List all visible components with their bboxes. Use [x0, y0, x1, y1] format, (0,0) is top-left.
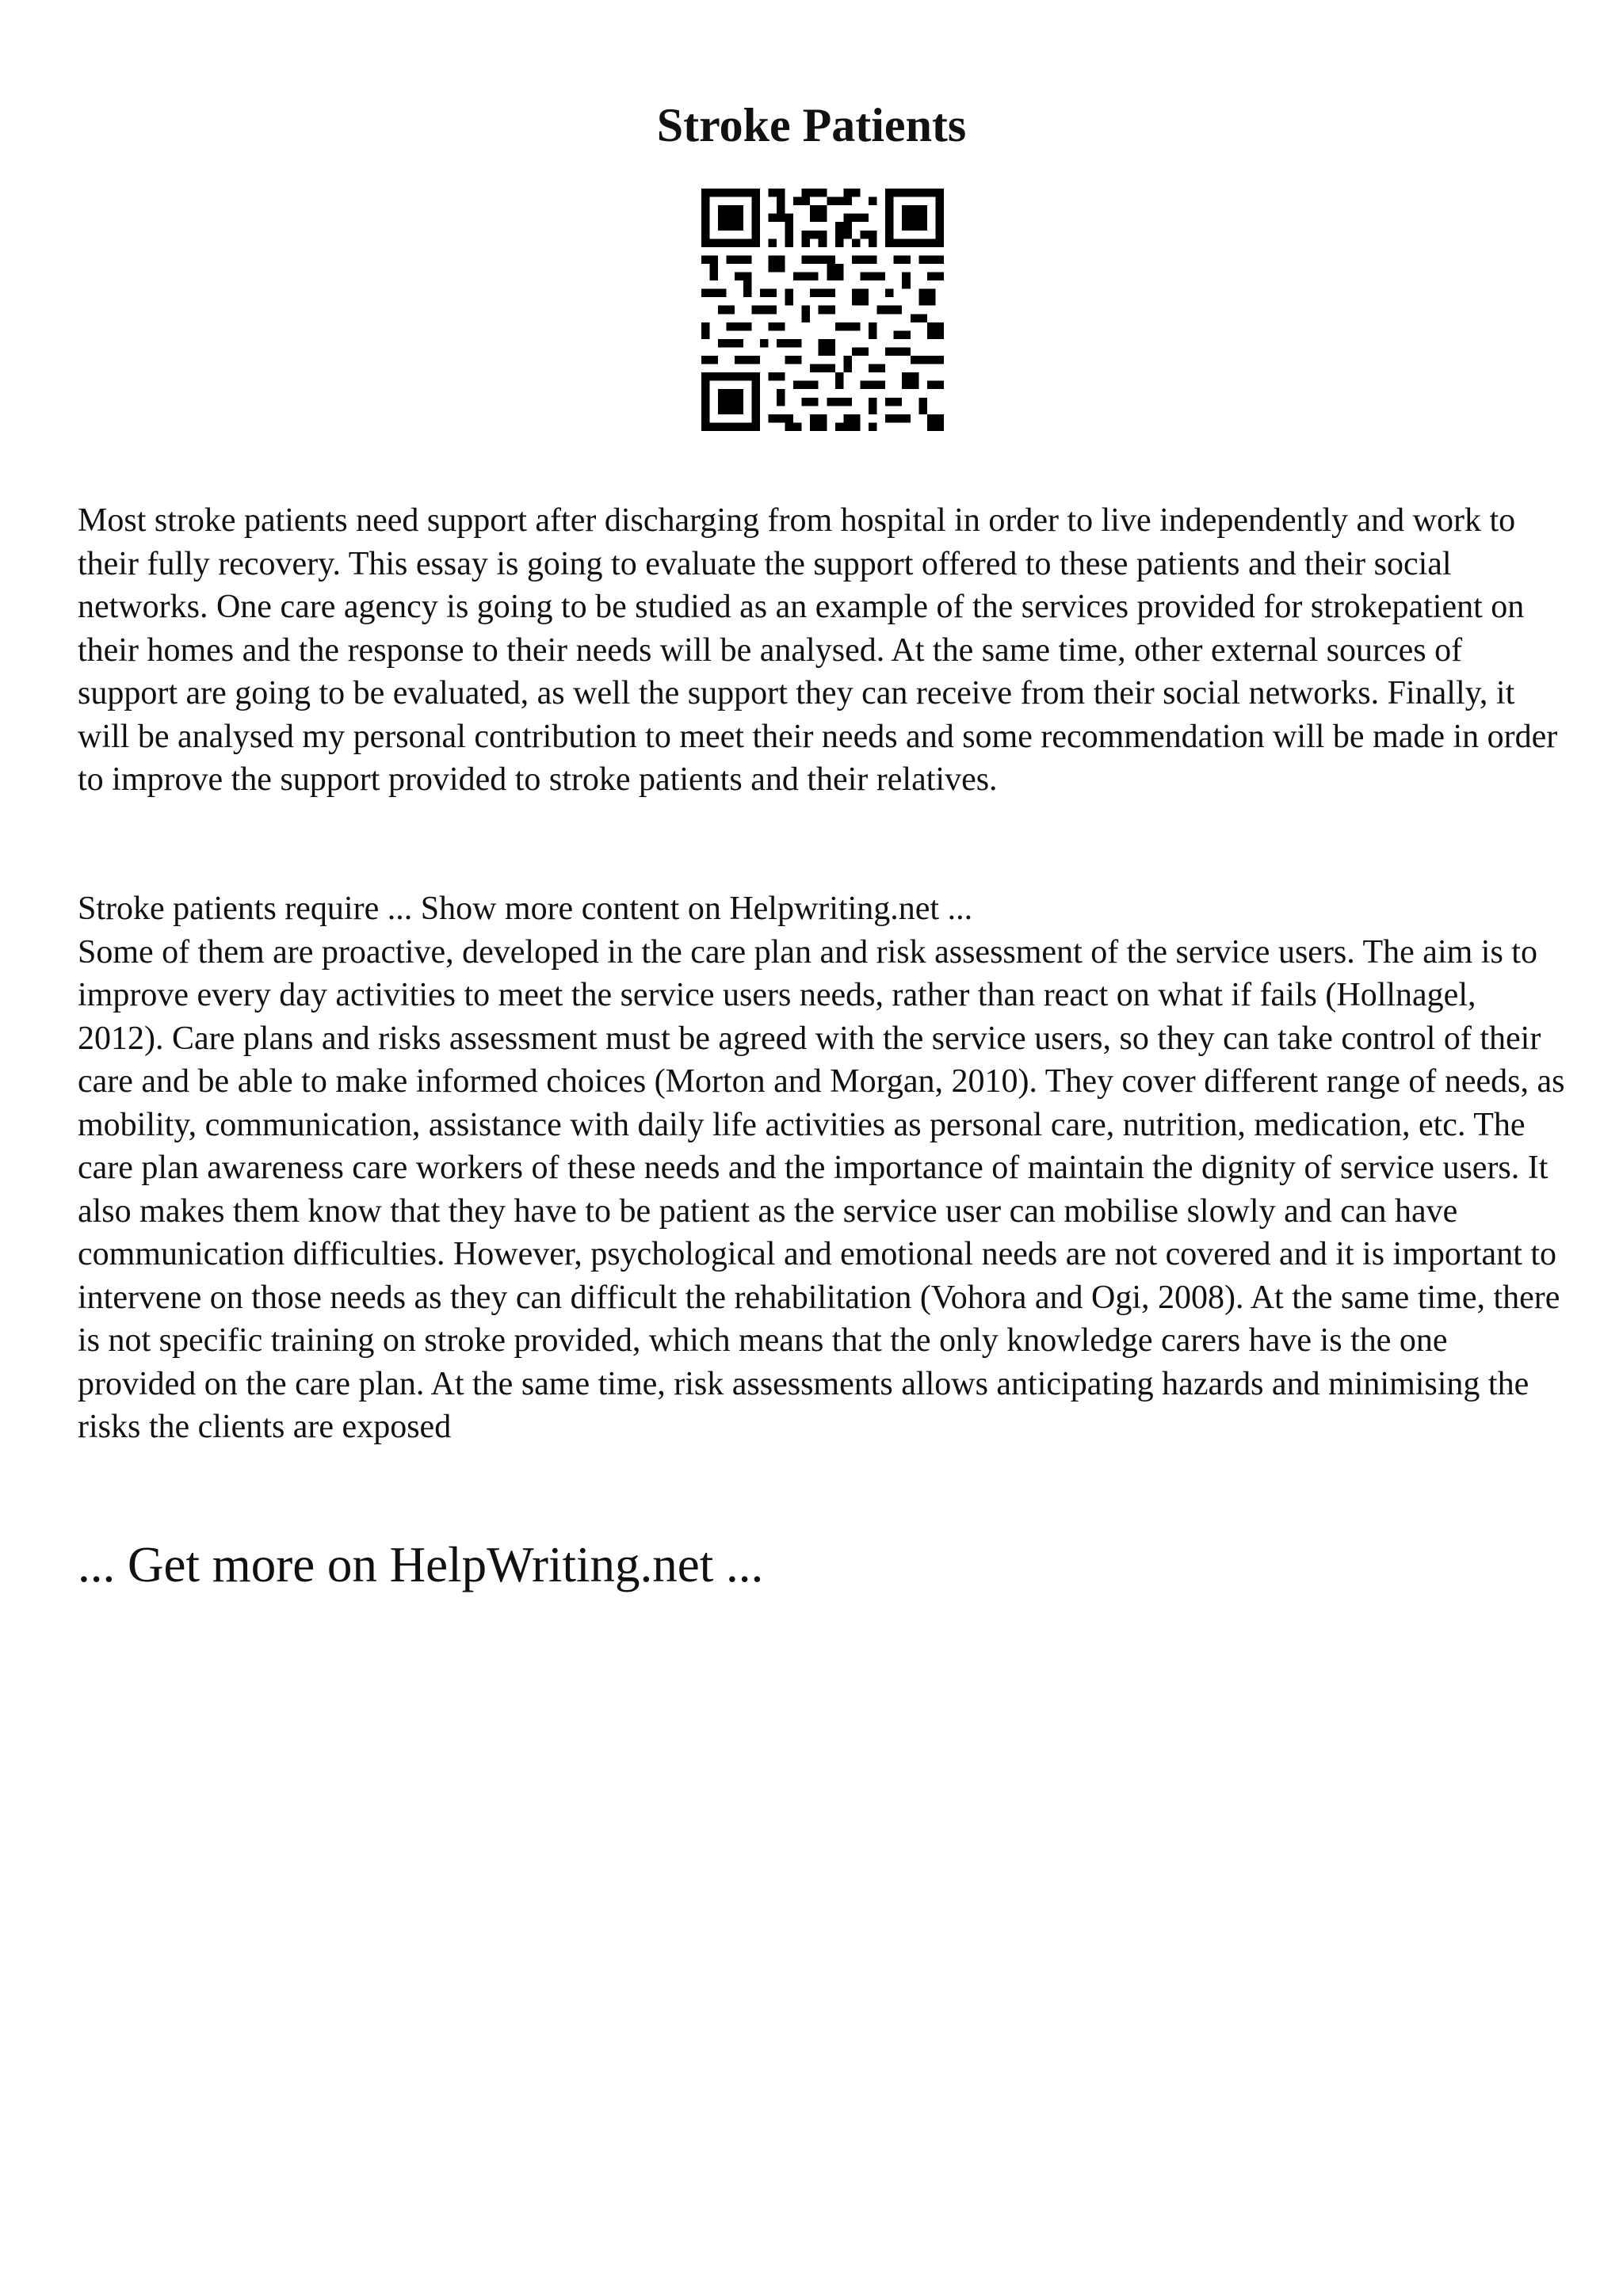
intro-paragraph: Most stroke patients need support after discharging from hospital in order to live independently and work to their fully recovery. This essay is going to evaluate the support offered to these patients and their social networks. One care agency is going to be studied as an example of the services provided for strokepatient on their homes and the response to their needs will be analysed. At the same time, other external sources of support are going to be evaluated, as well the support they can receive from their social networks. Finally, it will be analysed my personal contribution to meet their needs and some recommendation will be made in order to improve the support provided to stroke patients and their relatives. — [78, 502, 1558, 798]
body-section — [78, 887, 1568, 1449]
body-paragraph: Some of them are proactive, developed in the care plan and risk assessment of the service users. The aim is to improve every day activities to meet the service users needs, rather than react on what if fails (Hollnagel, 2012). Care plans and risks assessment must be agreed with the service users, so they can take control of their care and be able to make informed choices (Morton and Morgan, 2010). They cover different range of needs, as mobility, communication, assistance with daily life activities as personal care, nutrition, medication, etc. The care plan awareness care workers of these needs and the importance of maintain the dignity of service users. It also makes them know that they have to be patient as the service user can mobilise slowly and can have communication difficulties. However, psychological and emotional needs are not covered and it is important to intervene on those needs as they can difficult the rehabilitation (Vohora and Ogi, 2008). At the same time, there is not specific training on stroke provided, which means that the only knowledge carers have is the one provided on the care plan. At the same time, risk assessments allows anticipating hazards and minimising the risks the clients are exposed — [78, 933, 1565, 1445]
qr-code-icon — [701, 189, 944, 431]
show-more-line[interactable]: Stroke patients require ... Show more content on Helpwriting.net ... — [78, 891, 973, 927]
get-more-link[interactable]: ... Get more on HelpWriting.net ... — [78, 1537, 764, 1592]
document-title: Stroke Patients — [656, 99, 967, 151]
